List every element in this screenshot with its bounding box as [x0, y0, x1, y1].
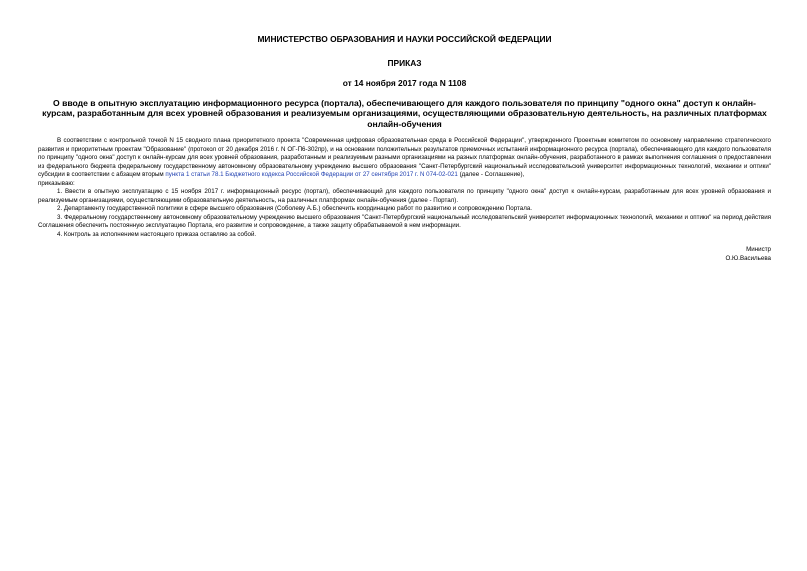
document-title: О вводе в опытную эксплуатацию информационного ресурса (портала), обеспечивающего для каждого пользователя по принципу "одного окна" доступ к онлайн-курсам, разработанным для всех уровней образования и реализуемым организациями, осуществляющими образовательную деятельность, на различных платформах онлайн-обучения: [42, 98, 767, 129]
document-date-number: от 14 ноября 2017 года N 1108: [342, 78, 467, 88]
preamble-text: В соответствии с контрольной точкой N 15 сводного плана приоритетного проекта "Современная цифровая образовательная среда в Российской Федерации", утвержденного Проектным комитетом по основному направлению стратегического развития и приоритетным проектам "Образование" (протокол от 20 декабря 2016 г. N ОГ-П6-302пр), и на основании положительных результатов приемочных испытаний информационного ресурса (портала), обеспечивающего для каждого пользователя по принципу "одного окна" доступ к онлайн-курсам для всех уровней образования, разработанным и реализуемым разными организациями на разных платформах онлайн-обучения, разработанного в рамках выполнения соглашения о предоставлении из федерального бюджета федеральному государственному автономному образовательному учреждению высшего образования "Санкт-Петербургский национальный исследовательский университет информационных технологий, механики и оптики" субсидии в соответствии с абзацем вторым: [38, 137, 771, 179]
preamble-text-end: (далее - Соглашение),: [459, 171, 525, 179]
document-page: [38, 34, 771, 264]
signatory-position: Министр: [746, 246, 771, 254]
order-word: приказываю:: [38, 179, 75, 187]
order-item-3: 3. Федеральному государственному автономному образовательному учреждению высшего образования "Санкт-Петербургский национальный исследовательский университет информационных технологий, механики и оптики" на период действия Соглашения обеспечить постоянную эксплуатацию Портала, его развитие и сопровождение, а также защиту обрабатываемой в нем информации.: [38, 213, 771, 230]
signatory-name: О.Ю.Васильева: [725, 255, 771, 263]
ministry-name: МИНИСТЕРСТВО ОБРАЗОВАНИЯ И НАУКИ РОССИЙСКОЙ ФЕДЕРАЦИИ: [257, 34, 552, 44]
signature-block: [38, 246, 771, 264]
order-item-2: 2. Департаменту государственной политики в сфере высшего образования (Соболеву А.Б.) обеспечить координацию работ по развитию и сопровождению Портала.: [57, 205, 532, 213]
order-item-4: 4. Контроль за исполнением настоящего приказа оставляю за собой.: [57, 230, 257, 238]
document-body: [38, 137, 771, 239]
document-type: ПРИКАЗ: [387, 58, 422, 68]
preamble-paragraph: [38, 137, 771, 180]
order-item-1: 1. Ввести в опытную эксплуатацию с 15 ноября 2017 г. информационный ресурс (портал), обеспечивающий для каждого пользователя по принципу "одного окна" доступ к онлайн-курсам, разработанным для всех уровней образования и реализуемым организациями, осуществляющими образовательную деятельность, на различных платформах онлайн-обучения (далее - Портал).: [38, 188, 771, 204]
budget-code-link[interactable]: пункта 1 статьи 78.1 Бюджетного кодекса Российской Федерации от 27 сентября 2017 г. N 074-02-021: [165, 171, 458, 179]
